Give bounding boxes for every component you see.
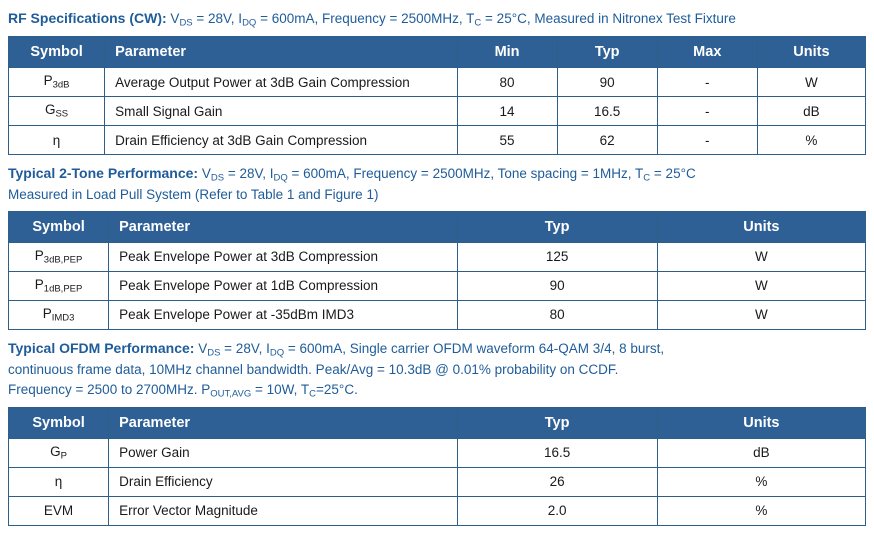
table-row [9, 97, 866, 126]
cell-value: dB [757, 97, 865, 126]
cell-parameter: Peak Envelope Power at 1dB Compression [109, 271, 457, 300]
cell-parameter: Small Signal Gain [105, 97, 457, 126]
cell-value: 125 [457, 242, 657, 271]
cell-parameter: Error Vector Magnitude [109, 496, 457, 525]
table-header-row [9, 211, 866, 242]
table-row [9, 496, 866, 525]
spec-table-twotone [8, 211, 866, 330]
table-row [9, 438, 866, 467]
cell-symbol: $P_{3dB}$ [9, 68, 105, 97]
cell-value: 90 [457, 271, 657, 300]
table-row [9, 300, 866, 329]
column-header: Symbol [9, 37, 105, 68]
cell-value: % [657, 496, 865, 525]
column-header: Units [757, 37, 865, 68]
cell-value: 90 [557, 68, 657, 97]
cell-parameter: Average Output Power at 3dB Gain Compression [105, 68, 457, 97]
column-header: Min [457, 37, 557, 68]
cell-symbol: η [9, 467, 109, 496]
table-header-row [9, 37, 866, 68]
spec-table-cw [8, 36, 866, 155]
cell-value: 2.0 [457, 496, 657, 525]
spec-section-ofdm [8, 330, 866, 526]
column-header: Typ [457, 407, 657, 438]
column-header: Parameter [109, 211, 457, 242]
section-heading: Typical OFDM Performance: [8, 339, 195, 356]
table-row [9, 242, 866, 271]
column-header: Parameter [105, 37, 457, 68]
spec-section-twotone [8, 155, 866, 330]
cell-value: - [657, 97, 757, 126]
table-row [9, 126, 866, 155]
cell-symbol: η [9, 126, 105, 155]
cell-parameter: Drain Efficiency [109, 467, 457, 496]
spec-section-cw [8, 0, 866, 155]
table-row [9, 271, 866, 300]
cell-value: 62 [557, 126, 657, 155]
column-header: Units [657, 407, 865, 438]
table-header-row [9, 407, 866, 438]
section-conditions: $V_{DS} = 28V$, $I_{DQ} = 600mA$, Single carrier OFDM waveform 64-QAM 3/4, 8 burst, continuous frame data, 10MHz channel bandwidth. Peak/Avg = 10.3dB @ 0.01% probability on CCDF. Frequency = 2500 to 2700MHz. $P_{OUT,AVG} = 10W$, $T_C=25^\circ C$. [8, 340, 665, 399]
cell-value: 80 [457, 300, 657, 329]
column-header: Typ [457, 211, 657, 242]
cell-symbol: $P_{1dB,PEP}$ [9, 271, 109, 300]
cell-value: - [657, 126, 757, 155]
cell-value: % [757, 126, 865, 155]
table-row [9, 467, 866, 496]
cell-value: W [657, 242, 865, 271]
cell-value: 14 [457, 97, 557, 126]
spec-table-ofdm [8, 407, 866, 526]
cell-value: dB [657, 438, 865, 467]
cell-value: 55 [457, 126, 557, 155]
column-header: Max [657, 37, 757, 68]
column-header: Symbol [9, 407, 109, 438]
section-conditions: $V_{DS} = 28V$, $I_{DQ} = 600mA$, Frequency = 2500MHz, Tone spacing = 1MHz, $T_C = 25^\circ C$ Measured in Load Pull System (Refer to Table 1 and Figure 1) [8, 166, 696, 203]
cell-value: W [757, 68, 865, 97]
column-header: Units [657, 211, 865, 242]
cell-parameter: Power Gain [109, 438, 457, 467]
cell-value: - [657, 68, 757, 97]
column-header: Parameter [109, 407, 457, 438]
cell-value: 26 [457, 467, 657, 496]
section-intro-ofdm [8, 330, 866, 407]
cell-parameter: Drain Efficiency at 3dB Gain Compression [105, 126, 457, 155]
cell-symbol: $G_P$ [9, 438, 109, 467]
cell-value: W [657, 300, 865, 329]
cell-parameter: Peak Envelope Power at -35dBm IMD3 [109, 300, 457, 329]
section-heading: Typical 2-Tone Performance: [8, 165, 199, 182]
cell-value: 16.5 [457, 438, 657, 467]
cell-value: W [657, 271, 865, 300]
section-heading: RF Specifications (CW): [8, 10, 167, 26]
cell-symbol: $G_{SS}$ [9, 97, 105, 126]
cell-value: 16.5 [557, 97, 657, 126]
cell-symbol: $P_{3dB,PEP}$ [9, 242, 109, 271]
cell-parameter: Peak Envelope Power at 3dB Compression [109, 242, 457, 271]
section-intro-cw [8, 0, 866, 36]
column-header: Typ [557, 37, 657, 68]
cell-value: 80 [457, 68, 557, 97]
section-intro-twotone [8, 155, 866, 211]
section-conditions: $V_{DS} = 28V$, $I_{DQ} = 600mA$, Frequency = 2500MHz, $T_C = 25^\circ C$, Measured in Nitronex Test Fixture [166, 11, 736, 29]
table-row [9, 68, 866, 97]
cell-symbol: $P_{IMD3}$ [9, 300, 109, 329]
cell-value: % [657, 467, 865, 496]
column-header: Symbol [9, 211, 109, 242]
cell-symbol: EVM [9, 496, 109, 525]
